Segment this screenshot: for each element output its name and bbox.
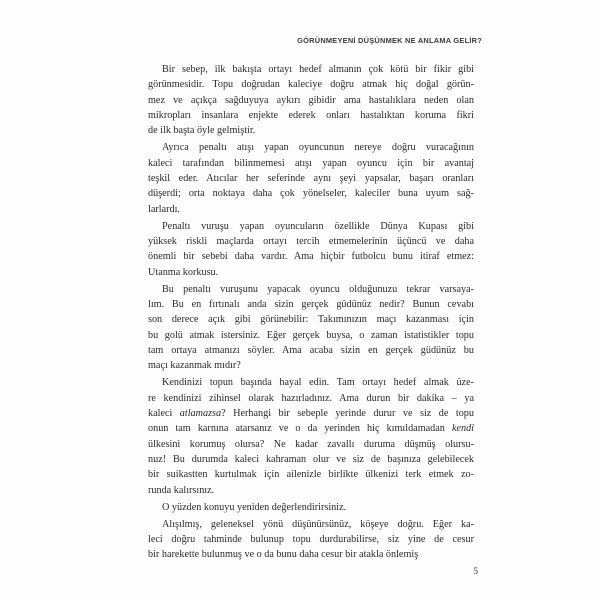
text-line: runda kalırsınız. [148, 484, 215, 496]
text-line: O yüzden konuyu yeniden değerlendirirsiniz. [162, 501, 347, 513]
text-line: leci doğru tahminde bulunup topu durdurabilirse, siz yine de cesur [148, 533, 474, 545]
text-line: Penaltı vuruşu yapan oyuncuların özellikle Dünya Kupası gibi [162, 220, 474, 232]
text-line: son derece açık gibi görünebilir: Takımınızın maçı kazanması için [148, 314, 474, 326]
text-line: ülkesini korumuş olursa? Ne kadar zavallı duruma düşmüş olursu- [148, 438, 474, 450]
text-line: lım. Bu en fırtınalı anda sizin gerçek güdünüz nedir? Bunun cevabı [148, 298, 474, 310]
paragraph [148, 140, 474, 217]
paragraph [148, 517, 474, 563]
paragraph [148, 62, 474, 139]
text-line: Ayrıca penaltı atışı yapan oyuncunun nereye doğru vuracağının [162, 142, 474, 154]
text-line: bir suikastten kurtulmak için ailenizle birlikte ülkenizi terk etmek zo- [148, 469, 474, 481]
paragraph [148, 282, 474, 374]
text-line: nuz! Bu durumda kaleci kahraman olur ve siz de başınıza gelebilecek [148, 453, 474, 465]
text-line: düşerdi; orta noktaya daha çok yönelseler, kaleciler buna uyum sağ- [148, 188, 474, 200]
emphasis: kendi [451, 423, 474, 435]
text-line: yüksek riskli maçlarda ortayı tercih etmemelerinin üçüncü ve daha [148, 235, 474, 247]
paragraph [148, 375, 474, 498]
text-line: Kendinizi topun başında hayal edin. Tam ortayı hedef almak üze- [162, 377, 474, 389]
text-line: mikropları insanlara enjekte ederek onları hastalıktan koruma fikri [148, 110, 474, 122]
text-line: Utanma korkusu. [148, 266, 219, 278]
text-line: Bu penaltı vuruşunu yapacak oyuncu olduğunuzu tekrar varsaya- [162, 283, 474, 295]
text-line: re kendinizi zihinsel olarak hazırladınız. Ama durun bir dakika – ya [148, 392, 474, 404]
emphasis: atlamazsa [179, 407, 222, 419]
text-line: önemli bir sebebi daha vardır. Ama hiçbir futbolcu bunu itiraf etmez: [148, 251, 474, 263]
text-line: görünmesidir. Topu doğrudan kaleciye doğru atmak hiç doğal görün- [148, 79, 474, 91]
text-line: maçı kazanmak mıdır? [148, 360, 241, 372]
paragraph [148, 219, 474, 280]
text-line: bir harekette bulunmuş ve o da bunu daha cesur bir atakla önlemiş [148, 549, 419, 561]
text-line: Alışılmış, geleneksel yönü düşünürsünüz, köşeye doğru. Eğer ka- [162, 518, 474, 530]
text-line: bu golü atmak istersiniz. Eğer gerçek buysa, o zaman istatistikler topu [148, 329, 474, 341]
text-line: larlardı. [148, 203, 180, 215]
text-line: tam ortaya atmanızı söyler. Ama acaba sizin en gerçek güdünüz bu [148, 344, 474, 356]
text-line: mez ve açıkça sağduyuya aykırı gibidir ama hastalıklara neden olan [148, 94, 474, 106]
text-line: Bir sebep, ilk bakışta ortayı hedef almanın çok kötü bir fikir gibi [162, 64, 474, 75]
text-line: kaleci tarafından bilinmemesi atışı yapan oyuncu için bir avantaj [148, 157, 474, 169]
paragraph [148, 500, 474, 515]
running-head: GÖRÜNMEYENİ DÜŞÜNMEK NE ANLAMA GELİR? [297, 36, 482, 45]
text-line: onun tam karnına atarsanız ve o da yerinden hiç kımıldamadan kendi [148, 423, 474, 435]
text-line: kaleci atlamazsa? Herhangi bir sebeple yerinde durur ve siz de topu [148, 407, 474, 419]
body-text [148, 62, 474, 563]
text-line: teşkil eder. Atıcılar her seferinde aynı şeyi yapsalar, başarı oranları [148, 173, 474, 184]
page-number: 5 [473, 566, 478, 576]
text-line: de ilk başta öyle gelmiştir. [148, 125, 256, 137]
